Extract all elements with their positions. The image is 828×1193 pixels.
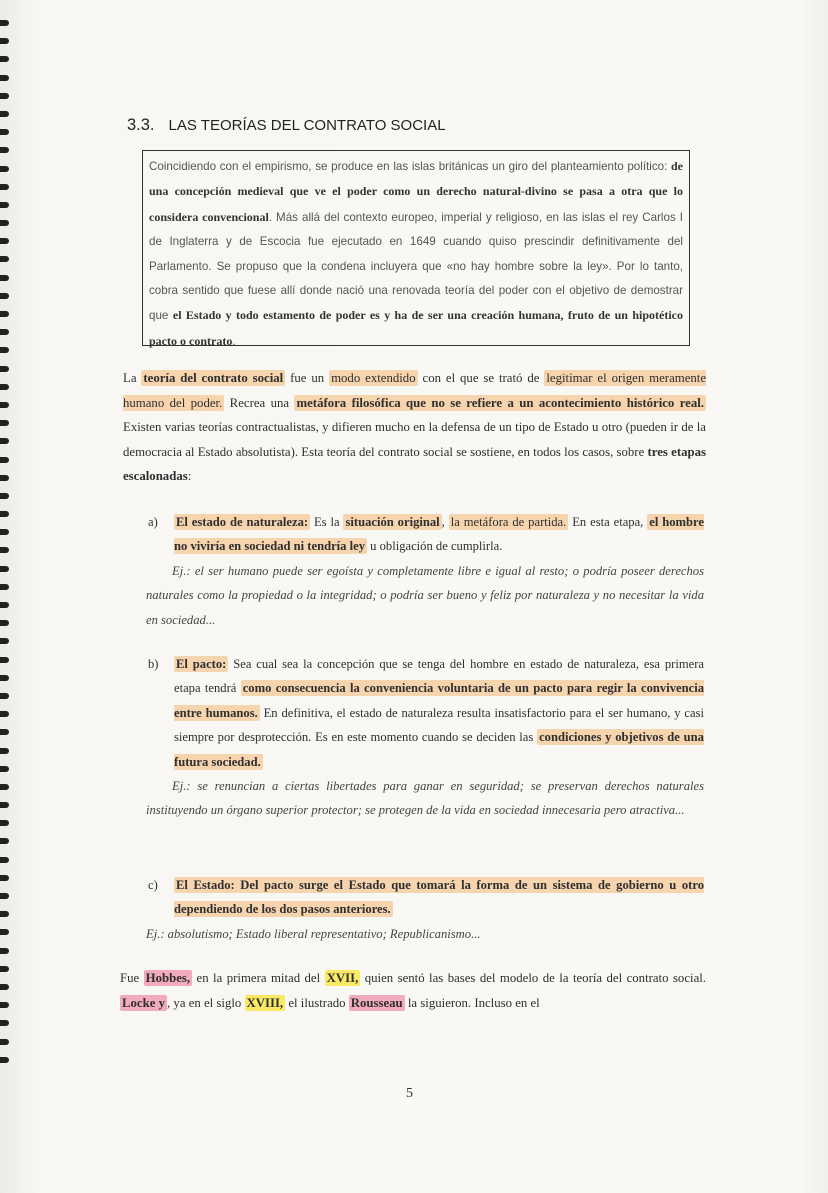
spiral-ring (0, 166, 9, 172)
box-bold-text: de una concepción medieval que ve el poder como un derecho natural-divino se pasa a otra que lo considera convencional (149, 159, 683, 224)
text: En esta etapa, (568, 515, 648, 530)
spiral-ring (0, 1057, 9, 1063)
highlight-pink: Locke y (122, 995, 166, 1010)
spiral-ring (0, 838, 9, 844)
spiral-ring (0, 966, 9, 972)
text: , (441, 515, 449, 530)
stage-item-c (148, 873, 704, 946)
highlight: modo extendido (331, 371, 416, 385)
spiral-ring (0, 384, 9, 390)
text: el ilustrado (285, 995, 349, 1010)
closing-paragraph (120, 966, 706, 1015)
text: : (187, 469, 192, 484)
spiral-ring (0, 93, 9, 99)
item-label: a) (148, 515, 158, 529)
spiral-ring (0, 402, 9, 408)
spiral-ring (0, 220, 9, 226)
spiral-ring (0, 802, 9, 808)
section-number: 3.3. (127, 116, 155, 134)
spiral-ring (0, 711, 9, 717)
spiral-ring (0, 984, 9, 990)
text: u obligación de cumplirla. (367, 539, 503, 554)
spiral-ring (0, 129, 9, 135)
spiral-ring (0, 766, 9, 772)
spiral-ring (0, 366, 9, 372)
spiral-ring (0, 438, 9, 444)
page-number: 5 (406, 1086, 413, 1101)
highlight: situación original (345, 515, 440, 530)
spiral-ring (0, 638, 9, 644)
section-heading (127, 116, 446, 135)
spiral-ring (0, 475, 9, 481)
text: Es la (310, 515, 344, 530)
text: En definitiva, el estado de naturaleza resulta insatisfactorio para el ser humano, y casi siempre por desprotección. Es en este momento cuando se deciden las (174, 705, 704, 745)
spiral-ring (0, 893, 9, 899)
spiral-ring (0, 1039, 9, 1045)
example-text: Ej.: el ser humano puede ser egoísta y completamente libre e igual al resto; o podría poseer derechos naturales como la propiedad o la integridad; o podría ser bueno y feliz por naturaleza y no necesitar la vida en sociedad... (146, 563, 704, 627)
spiral-ring (0, 729, 9, 735)
bold-text: tres etapas escalonadas (123, 444, 706, 484)
box-bold-text: el Estado y todo estamento de poder es y ha de ser una creación humana, fruto de un hipotético pacto o contrato (149, 308, 683, 348)
spiral-ring (0, 1020, 9, 1026)
highlight: El pacto: (176, 657, 227, 672)
spiral-ring (0, 675, 9, 681)
spiral-ring (0, 1002, 9, 1008)
highlight: Del pacto surge el Estado que tomará la forma de un sistema de gobierno u otro dependiendo de los dos pasos anteriores. (174, 878, 704, 917)
spiral-ring (0, 693, 9, 699)
highlight-pink: Rousseau (350, 995, 403, 1010)
text: con el que se trató de (417, 371, 545, 385)
spiral-binding (0, 20, 16, 1080)
spiral-ring (0, 566, 9, 572)
box-text: . (232, 334, 236, 348)
stage-item-b (148, 652, 704, 823)
highlight: teoría del contrato social (143, 371, 284, 385)
spiral-ring (0, 929, 9, 935)
spiral-ring (0, 311, 9, 317)
highlight: El Estado: (176, 878, 235, 893)
spiral-ring (0, 75, 9, 81)
box-text: . Más allá del contexto europeo, imperial y religioso, en las islas el rey Carlos I de Inglaterra y de Escocia fue ejecutado en 1649 cuando quiso prescindir definitivamente del Parlamento. Se propuso que la condena incluyera que «no hay hombre sobre la ley». Por lo tanto, cobra sentido que fuese allí donde nació una renovada teoría del poder con el objetivo de demostrar que (149, 210, 683, 323)
spiral-ring (0, 347, 9, 353)
spiral-ring (0, 620, 9, 626)
spiral-ring (0, 493, 9, 499)
highlight: como consecuencia la conveniencia voluntaria de un pacto para regir la convivencia entre humanos. (174, 681, 704, 720)
text: la siguieron. Incluso en el (404, 995, 540, 1010)
text: La (123, 371, 142, 385)
highlight: metáfora filosófica que no se refiere a un acontecimiento histórico real. (296, 395, 705, 410)
text: quien sentó las bases del modelo de la teoría del contrato social. (360, 971, 707, 985)
spiral-ring (0, 184, 9, 190)
spiral-ring (0, 256, 9, 262)
spiral-ring (0, 457, 9, 463)
spiral-ring (0, 657, 9, 663)
box-text: Coincidiendo con el empirismo, se produce en las islas británicas un giro del planteamiento político: (149, 160, 671, 173)
highlight: la metáfora de partida. (450, 515, 567, 530)
spiral-ring (0, 875, 9, 881)
spiral-ring (0, 147, 9, 153)
spiral-ring (0, 420, 9, 426)
spiral-ring (0, 748, 9, 754)
spiral-ring (0, 275, 9, 281)
intro-box (142, 150, 690, 346)
text: Fue (120, 971, 144, 985)
item-label: b) (148, 657, 159, 671)
spiral-ring (0, 238, 9, 244)
example-text: Ej.: absolutismo; Estado liberal representativo; Republicanismo... (146, 926, 481, 941)
highlight: legitimar el origen meramente humano del poder. (123, 371, 707, 410)
section-title: LAS TEORÍAS DEL CONTRATO SOCIAL (168, 117, 446, 134)
spiral-ring (0, 329, 9, 335)
highlight-pink: Hobbes, (145, 971, 191, 985)
spiral-ring (0, 56, 9, 62)
spiral-ring (0, 948, 9, 954)
spiral-ring (0, 820, 9, 826)
example-text: Ej.: se renuncian a ciertas libertades para ganar en seguridad; se preservan derechos naturales instituyendo un órgano superior protector; se protegen de la vida en sociedad innecesaria pero atractiva... (146, 779, 704, 818)
highlight: El estado de naturaleza: (176, 515, 309, 530)
text: en la primera mitad del (192, 971, 325, 985)
highlight: el hombre no viviría en sociedad ni tendría ley (174, 515, 704, 554)
highlight-yellow: XVIII, (246, 995, 284, 1010)
text: Sea cual sea la concepción que se tenga del hombre en estado de naturaleza, esa primera etapa tendrá (174, 657, 704, 696)
spiral-ring (0, 111, 9, 117)
spiral-ring (0, 784, 9, 790)
text: , ya en el siglo (167, 995, 245, 1010)
spiral-ring (0, 529, 9, 535)
text: fue un (285, 371, 330, 385)
spiral-ring (0, 293, 9, 299)
item-label: c) (148, 878, 158, 892)
spiral-ring (0, 857, 9, 863)
highlight: condiciones y objetivos de una futura sociedad. (174, 730, 704, 769)
spiral-ring (0, 602, 9, 608)
spiral-ring (0, 911, 9, 917)
text: Recrea una (224, 395, 295, 410)
spiral-ring (0, 38, 9, 44)
spiral-ring (0, 547, 9, 553)
spiral-ring (0, 20, 9, 26)
spiral-ring (0, 584, 9, 590)
intro-paragraph (123, 366, 706, 489)
text: Existen varias teorías contractualistas, y difieren mucho en la defensa de un tipo de Estado u otro (pueden ir de la democracia al Estado absolutista). Esta teoría del contrato social se sostiene, en todos los casos, sobre (123, 420, 706, 459)
spiral-ring (0, 511, 9, 517)
highlight-yellow: XVII, (326, 971, 359, 985)
spiral-ring (0, 202, 9, 208)
stage-item-a (148, 510, 704, 632)
